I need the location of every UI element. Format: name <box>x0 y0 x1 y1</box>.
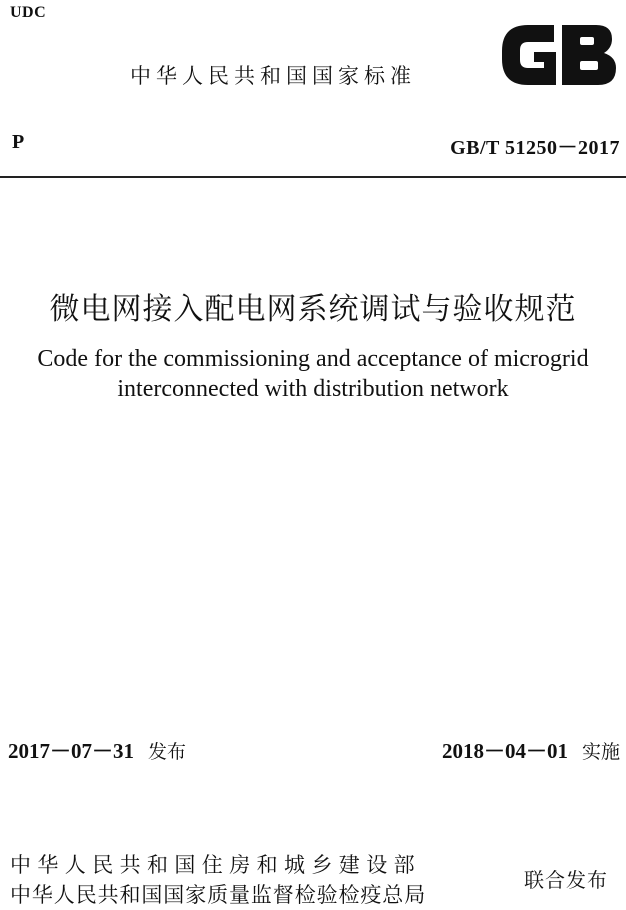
publisher-line2: 中华人民共和国国家质量监督检验检疫总局 <box>10 883 427 907</box>
standard-number: GB/T 51250－2017 <box>450 137 620 159</box>
implementation-date: 2018－04－01 <box>441 739 568 763</box>
gb-logo <box>498 22 622 88</box>
header-divider <box>0 176 626 178</box>
gb-logo-g-shape <box>502 25 556 85</box>
gb-logo-b-shape <box>562 25 616 85</box>
issue-label: 发布 <box>148 741 187 763</box>
gb-logo-b-counter-bottom <box>580 61 598 70</box>
title-english-line1: Code for the commissioning and acceptance of microgrid <box>37 346 589 372</box>
national-standard-heading: 中华人民共和国国家标准 <box>130 64 416 88</box>
joint-publish-label: 联合发布 <box>524 868 608 892</box>
issue-date: 2017－07－31 <box>8 739 134 763</box>
issue-date-block <box>8 735 186 765</box>
implementation-date-block <box>442 735 620 765</box>
udc-label: UDC <box>10 4 47 21</box>
publisher-line1: 中华人民共和国住房和城乡建设部 <box>10 853 421 877</box>
gb-logo-text: GB <box>498 22 500 23</box>
title-chinese: 微电网接入配电网系统调试与验收规范 <box>49 292 577 327</box>
gb-logo-b-counter-top <box>580 37 594 45</box>
implementation-label: 实施 <box>581 741 620 763</box>
classification-code: P <box>12 131 25 153</box>
title-english-line2: interconnected with distribution network <box>117 376 509 402</box>
